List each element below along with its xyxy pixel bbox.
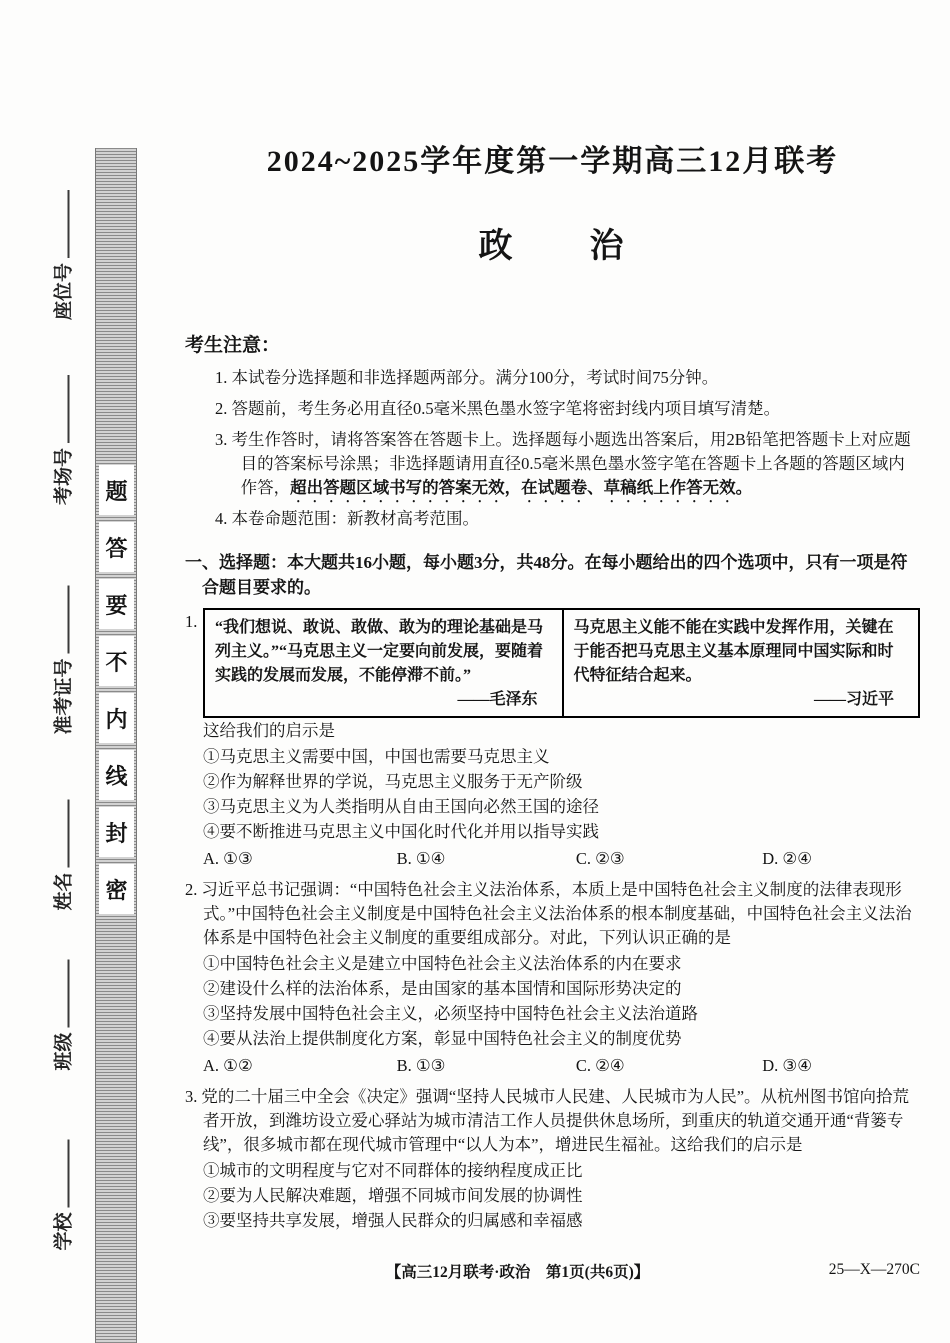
option-line: ③马克思主义为人类指明从自由王国向必然王国的途径 xyxy=(203,797,599,817)
field-label: 姓名 xyxy=(53,872,75,911)
notice-item xyxy=(215,428,920,507)
quote-author: ——毛泽东 xyxy=(457,691,538,709)
notice-item-text: 3. 考生作答时，请将答案答在答题卡上。选择题每小题选出答案后，用2B铅笔把答题卡上对应题目的答案标号涂黑；非选择题请用直径0.5毫米黑色墨水签字笔在答题卡上各题的答题区域内作答， xyxy=(215,429,911,498)
option-line: ①城市的文明程度与它对不同群体的接纳程度成正比 xyxy=(203,1160,583,1180)
choice-b: B. ①③ xyxy=(396,1055,446,1075)
field-name xyxy=(49,799,76,910)
quote-cell-right xyxy=(562,610,919,716)
question-stem-text: 习近平总书记强调：“中国特色社会主义法治体系，本质上是中国特色社会主义制度的法律表现形式。”中国特色社会主义制度是中国特色社会主义法治体系的根本制度基础，中国特色社会主义法治体系是中国特色社会主义制度的重要组成部分。对此，下列认识正确的是 xyxy=(201,879,912,948)
field-label: 座位号 xyxy=(53,262,75,321)
field-admission-number xyxy=(49,585,76,734)
footer-title: 【高三12月联考·政治 第1页(共6页)】 xyxy=(385,1264,650,1281)
choices-row xyxy=(203,1054,920,1078)
option-line: ②作为解释世界的学说，马克思主义服务于无产阶级 xyxy=(203,771,583,791)
notice-item xyxy=(215,507,920,537)
option-line: ③要坚持共享发展，增强人民群众的归属感和幸福感 xyxy=(203,1211,583,1231)
seal-text-char: 不 xyxy=(99,636,134,686)
question-number: 3. xyxy=(185,1086,198,1106)
question-stem xyxy=(185,1085,920,1158)
question-stem: 这给我们的启示是 xyxy=(203,721,335,741)
seal-text-char: 内 xyxy=(99,693,134,743)
question-stem xyxy=(185,878,920,951)
exam-content xyxy=(185,140,920,1233)
option-line: ②建设什么样的法治体系，是由国家的基本国情和国际形势决定的 xyxy=(203,978,682,998)
option-line: ④要从法治上提供制度化方案，彰显中国特色社会主义的制度优势 xyxy=(203,1029,682,1049)
option-line: ①中国特色社会主义是建立中国特色社会主义法治体系的内在要求 xyxy=(203,953,682,973)
field-label: 准考证号 xyxy=(53,658,75,735)
field-label: 学校 xyxy=(53,1212,75,1251)
choices-row xyxy=(203,847,920,871)
option-line: ①马克思主义需要中国，中国也需要马克思主义 xyxy=(203,746,550,766)
option-line: ②要为人民解决难题，增强不同城市间发展的协调性 xyxy=(203,1185,583,1205)
seal-text-char: 题 xyxy=(99,465,134,515)
fill-in-line xyxy=(51,585,69,653)
field-school xyxy=(49,1139,76,1250)
notice-item xyxy=(215,397,920,427)
choice-c: C. ②③ xyxy=(575,848,625,868)
question-1 xyxy=(185,608,920,871)
notice-item-text: 4. 本卷命题范围：新教材高考范围。 xyxy=(215,509,479,529)
choice-c: C. ②④ xyxy=(575,1055,625,1075)
choice-d: D. ②④ xyxy=(762,848,812,868)
choice-b: B. ①④ xyxy=(396,848,446,868)
field-label: 考场号 xyxy=(53,447,75,506)
question-3 xyxy=(185,1085,920,1234)
field-label: 班级 xyxy=(53,1032,75,1071)
notice-item-text: 1. 本试卷分选择题和非选择题两部分。满分100分，考试时间75分钟。 xyxy=(215,367,719,387)
question-1-header xyxy=(185,608,920,718)
field-seat-number xyxy=(49,190,76,320)
choice-a: A. ①② xyxy=(203,1055,253,1075)
fill-in-line xyxy=(51,190,69,258)
seal-text-char: 要 xyxy=(99,579,134,629)
notice-item-text: 2. 答题前，考生务必用直径0.5毫米黑色墨水签字笔将密封线内项目填写清楚。 xyxy=(215,398,781,418)
notice-list xyxy=(215,366,920,538)
choice-a: A. ①③ xyxy=(203,848,253,868)
fill-in-line xyxy=(51,1139,69,1207)
option-line: ③坚持发展中国特色社会主义，必须坚持中国特色社会主义法治道路 xyxy=(203,1004,698,1024)
seal-text-char: 答 xyxy=(99,522,134,572)
seal-text-char: 线 xyxy=(99,750,134,800)
quote-cell-left xyxy=(205,610,562,716)
notice-heading: 考生注意： xyxy=(185,335,281,357)
question-number: 2. xyxy=(185,879,198,899)
section-heading: 一、选择题：本大题共16小题，每小题3分，共48分。在每小题给出的四个选项中，只有一项是符合题目要求的。 xyxy=(185,553,908,598)
paper-code: 25—X—270C xyxy=(828,1261,920,1278)
choice-d: D. ③④ xyxy=(762,1055,812,1075)
notice-item xyxy=(215,366,920,396)
question-stem-text: 党的二十届三中全会《决定》强调“坚持人民城市人民建、人民城市为人民”。从杭州图书馆向拾荒者开放，到潍坊设立爱心驿站为城市清洁工作人员提供休息场所，到重庆的轨道交通开通“背篓专线”，很多城市都在现代城市管理中“以人为本”，增进民生福祉。这给我们的启示是 xyxy=(201,1086,910,1155)
quote-text: 马克思主义能不能在实践中发挥作用，关键在于能否把马克思主义基本原理同中国实际和时代特征结合起来。 xyxy=(573,619,894,685)
question-2 xyxy=(185,878,920,1078)
quote-box xyxy=(203,608,920,718)
page-footer xyxy=(185,1260,920,1282)
question-number: 1. xyxy=(185,612,198,632)
quote-author: ——习近平 xyxy=(813,691,894,709)
fill-in-line xyxy=(51,959,69,1027)
fill-in-line xyxy=(51,375,69,443)
option-line: ④要不断推进马克思主义中国化时代化并用以指导实践 xyxy=(203,822,599,842)
seal-band xyxy=(95,148,137,1343)
field-class xyxy=(49,959,76,1070)
fill-in-line xyxy=(51,799,69,867)
notice-item-emphasis: 超出答题区域书写的答案无效，在试题卷、草稿纸上作答无效。 xyxy=(290,478,753,498)
seal-text-char: 密 xyxy=(99,864,134,914)
seal-text-char: 封 xyxy=(99,807,134,857)
exam-title: 2024~2025学年度第一学期高三12月联考 xyxy=(266,145,839,178)
field-exam-room xyxy=(49,375,76,505)
exam-subject: 政 治 xyxy=(478,228,627,266)
quote-text: “我们想说、敢说、敢做、敢为的理论基础是马列主义。”“马克思主义一定要向前发展，要随着实践的发展而发展，不能停滞不前。” xyxy=(215,619,544,685)
